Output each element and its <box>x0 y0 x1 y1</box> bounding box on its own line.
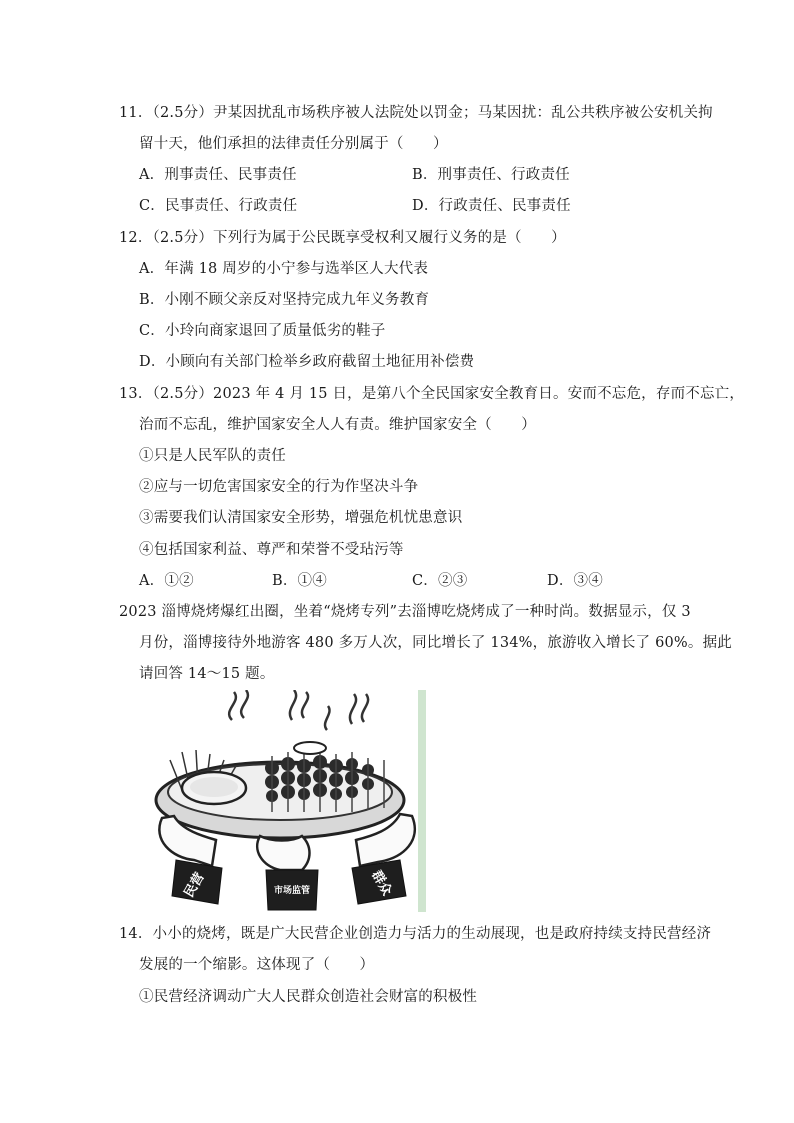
q11-option-a: A．刑事责任、民事责任 <box>139 167 297 183</box>
q13-item-1: ①只是人民军队的责任 <box>139 448 286 464</box>
q13-item-2: ②应与一切危害国家安全的行为作坚决斗争 <box>139 479 419 495</box>
figure-label-shichang-jianguan: 市场监管 <box>273 886 311 896</box>
material-line3: 请回答 14～15 题。 <box>139 666 275 682</box>
figure-label-qunzhong: 群众 <box>368 868 395 899</box>
figure-label-minying: 民营 <box>181 870 208 901</box>
q12-option-b: B．小刚不顾父亲反对坚持完成九年义务教育 <box>139 292 430 308</box>
q11-option-d: D．行政责任、民事责任 <box>412 198 571 214</box>
q11-option-b: B．刑事责任、行政责任 <box>412 167 570 183</box>
q13-option-b: B．①④ <box>272 573 327 589</box>
q13-option-c: C．②③ <box>412 573 468 589</box>
q14-stem-line2: 发展的一个缩影。这体现了（ ） <box>139 957 375 973</box>
q13-stem-line2: 治而不忘乱，维护国家安全人人有责。维护国家安全（ ） <box>139 417 536 433</box>
q11-stem-line1: 11．（2.5分）尹某因扰乱市场秩序被人法院处以罚金；马某因扰：乱公共秩序被公安机关拘 <box>119 105 713 121</box>
q11-stem-line2: 留十天，他们承担的法律责任分别属于（ ） <box>139 136 448 152</box>
q13-option-d: D．③④ <box>547 573 603 589</box>
q13-option-a: A．①② <box>139 573 194 589</box>
material-line1: 2023 淄博烧烤爆红出圈，坐着“烧烤专列”去淄博吃烧烤成了一种时尚。数据显示，仅 3 <box>119 604 691 620</box>
q11-option-c: C．民事责任、行政责任 <box>139 198 298 214</box>
q13-stem-line1: 13．（2.5分）2023 年 4 月 15 日，是第八个全民国家安全教育日。安而不忘危，存而不忘亡， <box>119 386 745 402</box>
q12-option-d: D．小顾向有关部门检举乡政府截留土地征用补偿费 <box>139 354 475 370</box>
bbq-cartoon-image <box>152 690 428 912</box>
q12-option-a: A．年满 18 周岁的小宁参与选举区人大代表 <box>139 261 429 277</box>
q12-option-c: C．小玲向商家退回了质量低劣的鞋子 <box>139 323 386 339</box>
q13-item-3: ③需要我们认清国家安全形势，增强危机忧患意识 <box>139 510 463 526</box>
q12-stem: 12．（2.5分）下列行为属于公民既享受权利又履行义务的是（ ） <box>119 230 566 246</box>
material-line2: 月份，淄博接待外地游客 480 多万人次，同比增长了 134%，旅游收入增长了 60%。据此 <box>139 635 732 651</box>
q14-stem-line1: 14．小小的烧烤，既是广大民营企业创造力与活力的生动展现，也是政府持续支持民营经济 <box>119 926 712 942</box>
q13-item-4: ④包括国家利益、尊严和荣誉不受玷污等 <box>139 542 404 558</box>
q14-item-1: ①民营经济调动广大人民群众创造社会财富的积极性 <box>139 989 478 1005</box>
